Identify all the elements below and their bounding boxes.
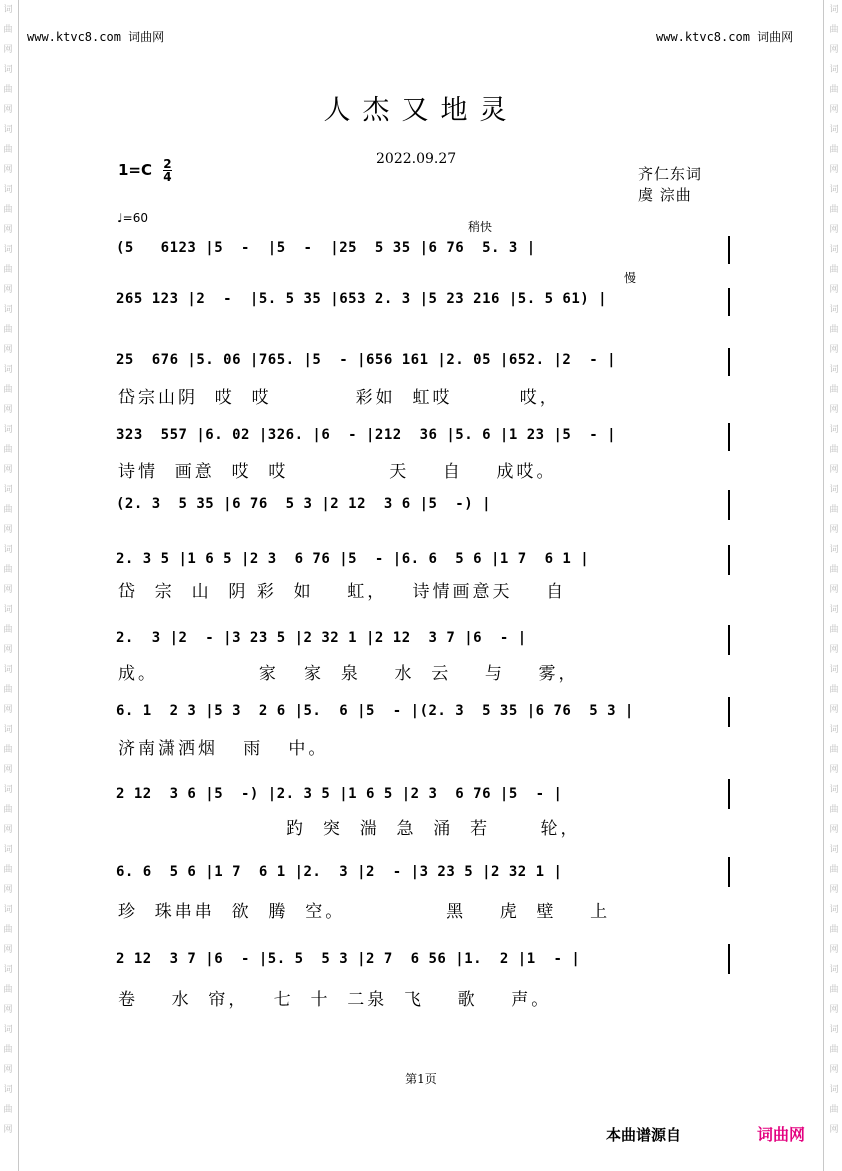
score-line-6-lyric: 岱 宗 山 阴 彩 如 虹， 诗情画意天 自 — [118, 582, 567, 602]
score-line-1-notes: (5 6123 |5 - |5 - |25 5 35 |6 76 5. 3 | — [116, 240, 536, 256]
barline-right-7 — [728, 625, 730, 655]
right-watermark-strip: 词曲网词曲网词曲网词曲网词曲网词曲网词曲网词曲网词曲网词曲网词曲网词曲网词曲网词曲网词曲网词曲网词曲网词曲网词曲网 — [829, 5, 839, 1135]
score-line-3-lyric: 岱宗山阴 哎 哎 彩如 虹哎 哎， — [118, 388, 560, 408]
score-line-7-notes: 2. 3 |2 - |3 23 5 |2 32 1 |2 12 3 7 |6 - | — [116, 630, 527, 646]
score-line-9-lyric: 趵 突 湍 急 涌 若 轮， — [118, 819, 581, 839]
score-line-4-lyric: 诗情 画意 哎 哎 天 自 成哎。 — [118, 462, 557, 482]
site-url-left-text[interactable]: www.ktvc8.com — [27, 30, 121, 44]
barline-right-6 — [728, 545, 730, 575]
score-line-11-lyric: 卷 水 帘， 七 十 二泉 飞 歌 声。 — [118, 990, 552, 1010]
site-url-left[interactable] — [27, 28, 164, 45]
left-margin-line — [18, 0, 19, 1171]
score-line-8-lyric: 济南潇洒烟 雨 中。 — [118, 739, 329, 759]
score-line-10-lyric: 珍 珠串串 欲 腾 空。 黑 虎 壁 上 — [118, 902, 611, 922]
score-line-7-lyric: 成。 家 家 泉 水 云 与 雾， — [118, 664, 579, 684]
source-label: 本曲谱源自 — [606, 1126, 682, 1144]
score-line-8-notes: 6. 1 2 3 |5 3 2 6 |5. 6 |5 - |(2. 3 5 35 |6 76 5 3 | — [116, 703, 634, 719]
score-line-2-notes: 265 123 |2 - |5. 5 35 |653 2. 3 |5 23 216 |5. 5 61) | — [116, 291, 608, 307]
score-line-3-notes: 25 676 |5. 06 |765. |5 - |656 161 |2. 05 |652. |2 - | — [116, 352, 617, 368]
site-name-left: 词曲网 — [128, 30, 165, 44]
page-number: 第1页 — [405, 1072, 437, 1086]
site-name-right: 词曲网 — [757, 30, 794, 44]
compose-date: 2022.09.27 — [376, 151, 457, 167]
score-line-9-notes: 2 12 3 6 |5 -) |2. 3 5 |1 6 5 |2 3 6 76 |5 - | — [116, 786, 563, 802]
key-text: 1=C — [118, 161, 153, 179]
time-bottom: 4 — [163, 170, 172, 184]
lyricist-credit: 齐仁东词 — [638, 165, 703, 183]
score-line-5-notes: (2. 3 5 35 |6 76 5 3 |2 12 3 6 |5 -) | — [116, 496, 492, 512]
key-signature — [118, 158, 172, 183]
time-signature — [163, 158, 171, 183]
left-watermark-strip: 词曲网词曲网词曲网词曲网词曲网词曲网词曲网词曲网词曲网词曲网词曲网词曲网词曲网词曲网词曲网词曲网词曲网词曲网词曲网 — [3, 5, 13, 1135]
barline-right-2 — [728, 288, 730, 316]
barline-right-3 — [728, 348, 730, 376]
song-title: 人杰又地灵 — [323, 95, 519, 126]
barline-right-4 — [728, 423, 730, 451]
site-url-right-text[interactable]: www.ktvc8.com — [656, 30, 750, 44]
score-line-4-notes: 323 557 |6. 02 |326. |6 - |212 36 |5. 6 |1 23 |5 - | — [116, 427, 617, 443]
barline-right-9 — [728, 779, 730, 809]
source-logo[interactable]: 词曲网 — [757, 1125, 806, 1144]
mark-faster: 稍快 — [468, 220, 493, 234]
score-line-6-notes: 2. 3 5 |1 6 5 |2 3 6 76 |5 - |6. 6 5 6 |1 7 6 1 | — [116, 551, 590, 567]
barline-right-1 — [728, 236, 730, 264]
barline-right-10 — [728, 857, 730, 887]
composer-credit: 虞 淙曲 — [638, 186, 692, 204]
mark-slow: 慢 — [624, 271, 637, 285]
barline-right-8 — [728, 697, 730, 727]
barline-right-5 — [728, 490, 730, 520]
score-line-10-notes: 6. 6 5 6 |1 7 6 1 |2. 3 |2 - |3 23 5 |2 32 1 | — [116, 864, 563, 880]
tempo-mark: ♩=60 — [117, 211, 148, 225]
site-url-right[interactable] — [656, 28, 793, 45]
barline-right-11 — [728, 944, 730, 974]
time-top: 2 — [163, 157, 172, 171]
right-margin-line — [823, 0, 824, 1171]
score-line-11-notes: 2 12 3 7 |6 - |5. 5 5 3 |2 7 6 56 |1. 2 |1 - | — [116, 951, 581, 967]
